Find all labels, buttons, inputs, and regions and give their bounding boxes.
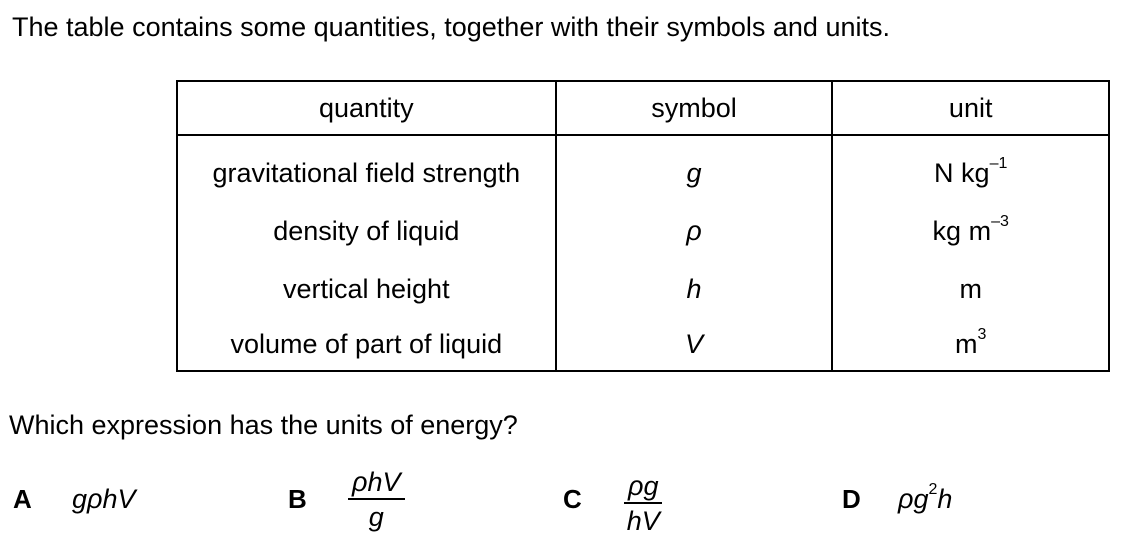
cell-symbol: V — [556, 318, 833, 371]
option-c-numerator: ρg — [624, 472, 662, 504]
table-row — [177, 260, 1109, 318]
intro-text: The table contains some quantities, together with their symbols and units. — [12, 12, 890, 42]
table-header-row — [177, 81, 1109, 135]
cell-quantity: volume of part of liquid — [177, 318, 556, 371]
unit-base: N kg — [934, 157, 990, 188]
option-a-letter[interactable]: A — [13, 484, 32, 514]
unit-exponent: –1 — [989, 154, 1008, 172]
unit-base: m — [955, 328, 978, 359]
option-b-letter[interactable]: B — [288, 484, 307, 514]
option-d-letter[interactable]: D — [842, 484, 861, 514]
option-d-expr-post: h — [937, 484, 953, 514]
option-c-denominator: hV — [626, 506, 660, 536]
option-c-letter[interactable]: C — [563, 484, 582, 514]
option-d-expression[interactable] — [898, 481, 953, 514]
header-unit: unit — [832, 81, 1109, 135]
option-c-fraction[interactable] — [624, 472, 662, 536]
option-b-numerator: ρhV — [348, 468, 405, 500]
cell-symbol: ρ — [556, 202, 833, 260]
quantities-table — [176, 80, 1110, 372]
cell-quantity: gravitational field strength — [177, 135, 556, 202]
cell-unit — [832, 260, 1109, 318]
cell-unit — [832, 318, 1109, 371]
cell-quantity: vertical height — [177, 260, 556, 318]
option-b-fraction[interactable] — [348, 468, 405, 532]
cell-symbol: h — [556, 260, 833, 318]
table-row — [177, 202, 1109, 260]
table-row — [177, 318, 1109, 371]
table-row — [177, 135, 1109, 202]
unit-base: m — [959, 273, 982, 304]
option-a-expression[interactable]: gρhV — [72, 484, 136, 514]
unit-exponent: 3 — [977, 325, 987, 343]
header-quantity: quantity — [177, 81, 556, 135]
option-d-expr-pre: ρg — [898, 484, 929, 514]
unit-exponent: –3 — [991, 212, 1009, 230]
cell-quantity: density of liquid — [177, 202, 556, 260]
question-text: Which expression has the units of energy? — [9, 410, 518, 440]
cell-unit — [832, 135, 1109, 202]
option-b-denominator: g — [368, 502, 384, 532]
option-d-exponent: 2 — [928, 481, 938, 498]
cell-symbol: g — [556, 135, 833, 202]
cell-unit — [832, 202, 1109, 260]
header-symbol: symbol — [556, 81, 833, 135]
unit-base: kg m — [932, 215, 992, 246]
